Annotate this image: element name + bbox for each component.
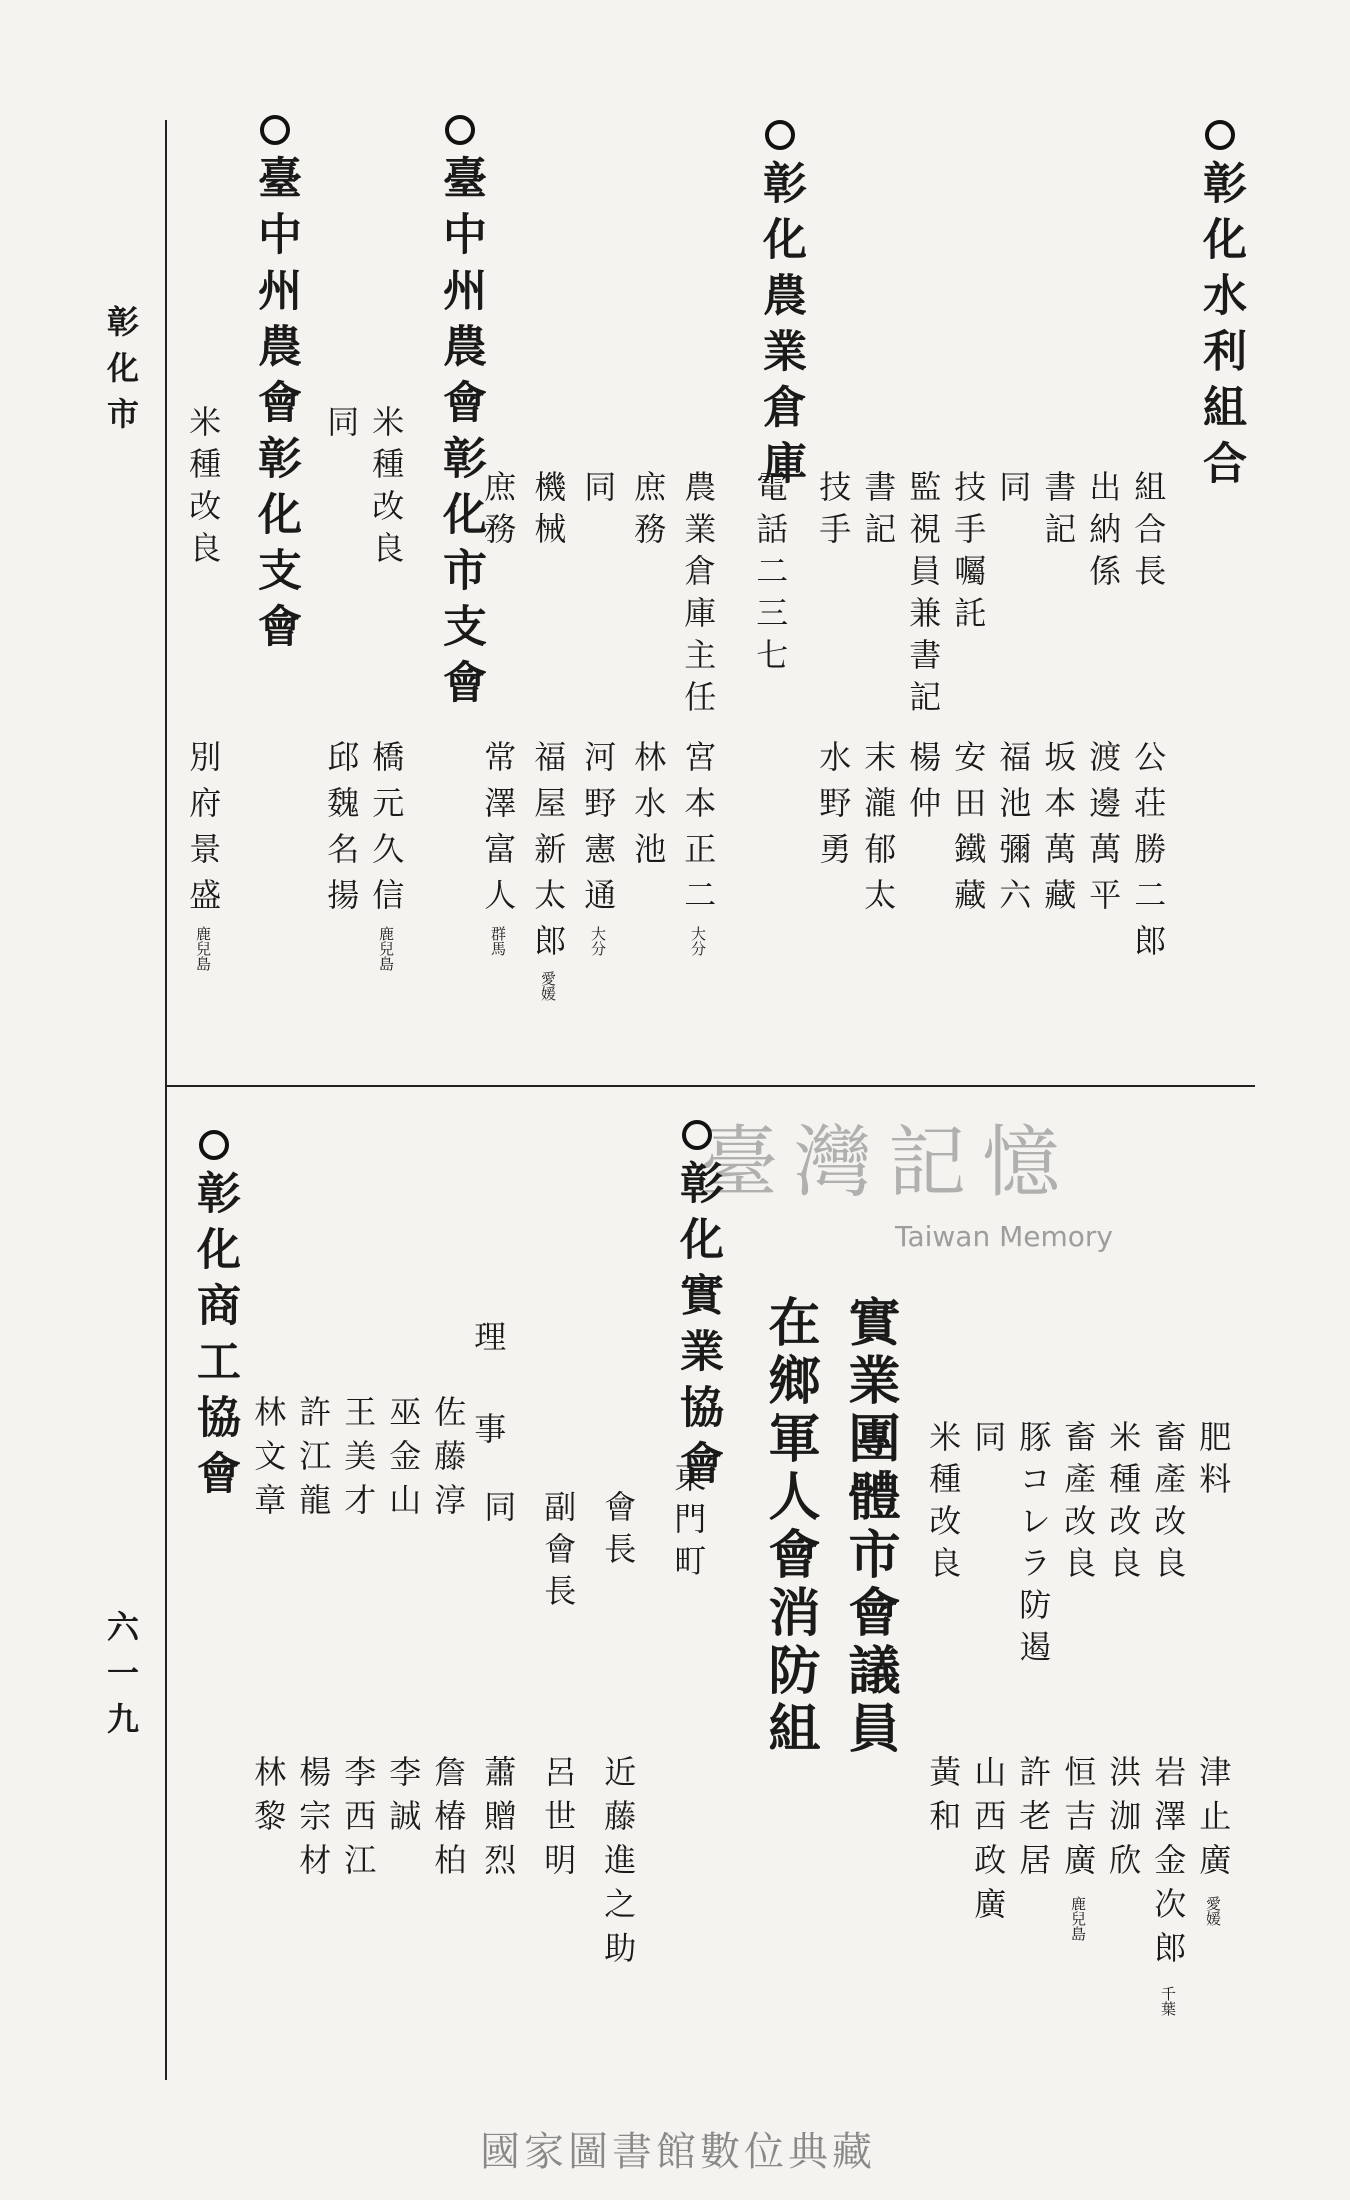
role-title: 同 [994,470,1033,512]
riji-name: 李誠 [384,1755,423,1843]
origin-note: 愛媛 [1204,1896,1222,1926]
riji-name: 楊宗材 [294,1755,333,1887]
origin-note: 千葉 [1159,1986,1177,2016]
person-name: 山西政廣 [969,1755,1008,1931]
role-title: 畜產改良 [1059,1420,1098,1588]
person-name: 橋元久信 [367,740,406,924]
section-divider [165,1085,1255,1087]
circle-marker-icon [260,115,290,145]
circle-marker-icon [682,1120,712,1150]
person-name: 別府景盛 [184,740,223,924]
person-name: 福屋新太郎 [529,740,568,970]
sidebar-title: 彰化市 [102,305,140,443]
origin-note: 群馬 [489,926,507,956]
heading-jitsugyo: 彰化實業協會 [665,1120,729,1496]
heading-dantai: 實業團體市會議員 [839,1295,900,1759]
role-title: 副會長 [539,1490,578,1616]
circle-marker-icon [199,1130,229,1160]
riji-label: 理事 [469,1320,508,1504]
role-title: 技手 [814,470,853,554]
riji-name: 林文章 [249,1395,288,1527]
origin-note: 大分 [589,926,607,956]
person-name: 末瀧郁太 [859,740,898,924]
person-name: 呂世明 [539,1755,578,1887]
origin-note: 鹿兒島 [377,926,395,971]
role-title: 米種改良 [924,1420,963,1588]
origin-note: 大分 [689,926,707,956]
role-title: 米種改良 [184,405,223,573]
jitsugyo-location: 東門町 [669,1460,708,1586]
person-name: 近藤進之助 [599,1755,638,1975]
role-title: 書記 [859,470,898,554]
person-name: 安田鐵藏 [949,740,988,924]
riji-name: 林黎 [249,1755,288,1843]
watermark-logo: 臺灣記憶 [700,1118,1077,1208]
heading-nokai-shu: 臺中州農會彰化支會 [243,115,307,659]
person-name: 福池彌六 [994,740,1033,924]
person-name: 坂本萬藏 [1039,740,1078,924]
person-name: 津止廣 [1194,1755,1233,1887]
riji-name: 李西江 [339,1755,378,1887]
heading-zaigo: 在鄉軍人會消防組 [759,1295,820,1759]
sidebar-rule [165,120,167,2080]
person-name: 黃和 [924,1755,963,1843]
role-title: 同 [579,470,618,512]
person-name: 蕭贈烈 [479,1755,518,1887]
role-title: 畜產改良 [1149,1420,1188,1588]
role-title: 同 [322,405,361,447]
person-name: 許老居 [1014,1755,1053,1887]
circle-marker-icon [445,115,475,145]
circle-marker-icon [1205,120,1235,150]
person-name: 岩澤金次郎 [1149,1755,1188,1975]
heading-souko: 彰化農業倉庫 [748,120,812,496]
role-title: 監視員兼書記 [904,470,943,722]
person-name: 宮本正二 [679,740,718,924]
riji-name: 佐藤淳 [429,1395,468,1527]
person-name: 邱魏名揚 [322,740,361,924]
role-title: 會長 [599,1490,638,1574]
role-title: 豚コレラ防遏 [1014,1420,1053,1672]
role-title: 技手囑託 [949,470,988,638]
origin-note: 鹿兒島 [194,926,212,971]
person-name: 洪泇欣 [1104,1755,1143,1887]
role-title: 米種改良 [1104,1420,1143,1588]
role-title: 組合長 [1129,470,1168,596]
heading-nokai-shi: 臺中州農會彰化市支會 [428,115,492,715]
person-name: 河野憲通 [579,740,618,924]
footer-credit: 國家圖書館數位典藏 [480,2129,876,2175]
role-title: 同 [479,1490,518,1532]
role-title: 庶務 [479,470,518,554]
person-name: 恒吉廣 [1059,1755,1098,1887]
role-title: 米種改良 [367,405,406,573]
person-name: 常澤富人 [479,740,518,924]
heading-shoko: 彰化商工協會 [182,1130,246,1506]
role-title: 農業倉庫主任 [679,470,718,722]
riji-name: 巫金山 [384,1395,423,1527]
circle-marker-icon [765,120,795,150]
origin-note: 鹿兒島 [1069,1896,1087,1941]
role-title: 庶務 [629,470,668,554]
page-number: 六一九 [102,1610,140,1748]
origin-note: 愛媛 [539,971,557,1001]
watermark-caption: Taiwan Memory [895,1220,1113,1253]
person-name: 林水池 [629,740,668,878]
riji-name: 許江龍 [294,1395,333,1527]
person-name: 楊仲 [904,740,943,832]
role-title: 機械 [529,470,568,554]
heading-shuili: 彰化水利組合 [1188,120,1252,496]
riji-name: 王美才 [339,1395,378,1527]
role-title: 書記 [1039,470,1078,554]
person-name: 渡邊萬平 [1084,740,1123,924]
riji-name: 詹椿柏 [429,1755,468,1887]
role-title: 肥料 [1194,1420,1233,1504]
person-name: 水野勇 [814,740,853,878]
person-name: 公荘勝二郎 [1129,740,1168,970]
role-title: 同 [969,1420,1008,1462]
role-title: 出納係 [1084,470,1123,596]
souko-phone: 電話二三七 [751,470,790,680]
